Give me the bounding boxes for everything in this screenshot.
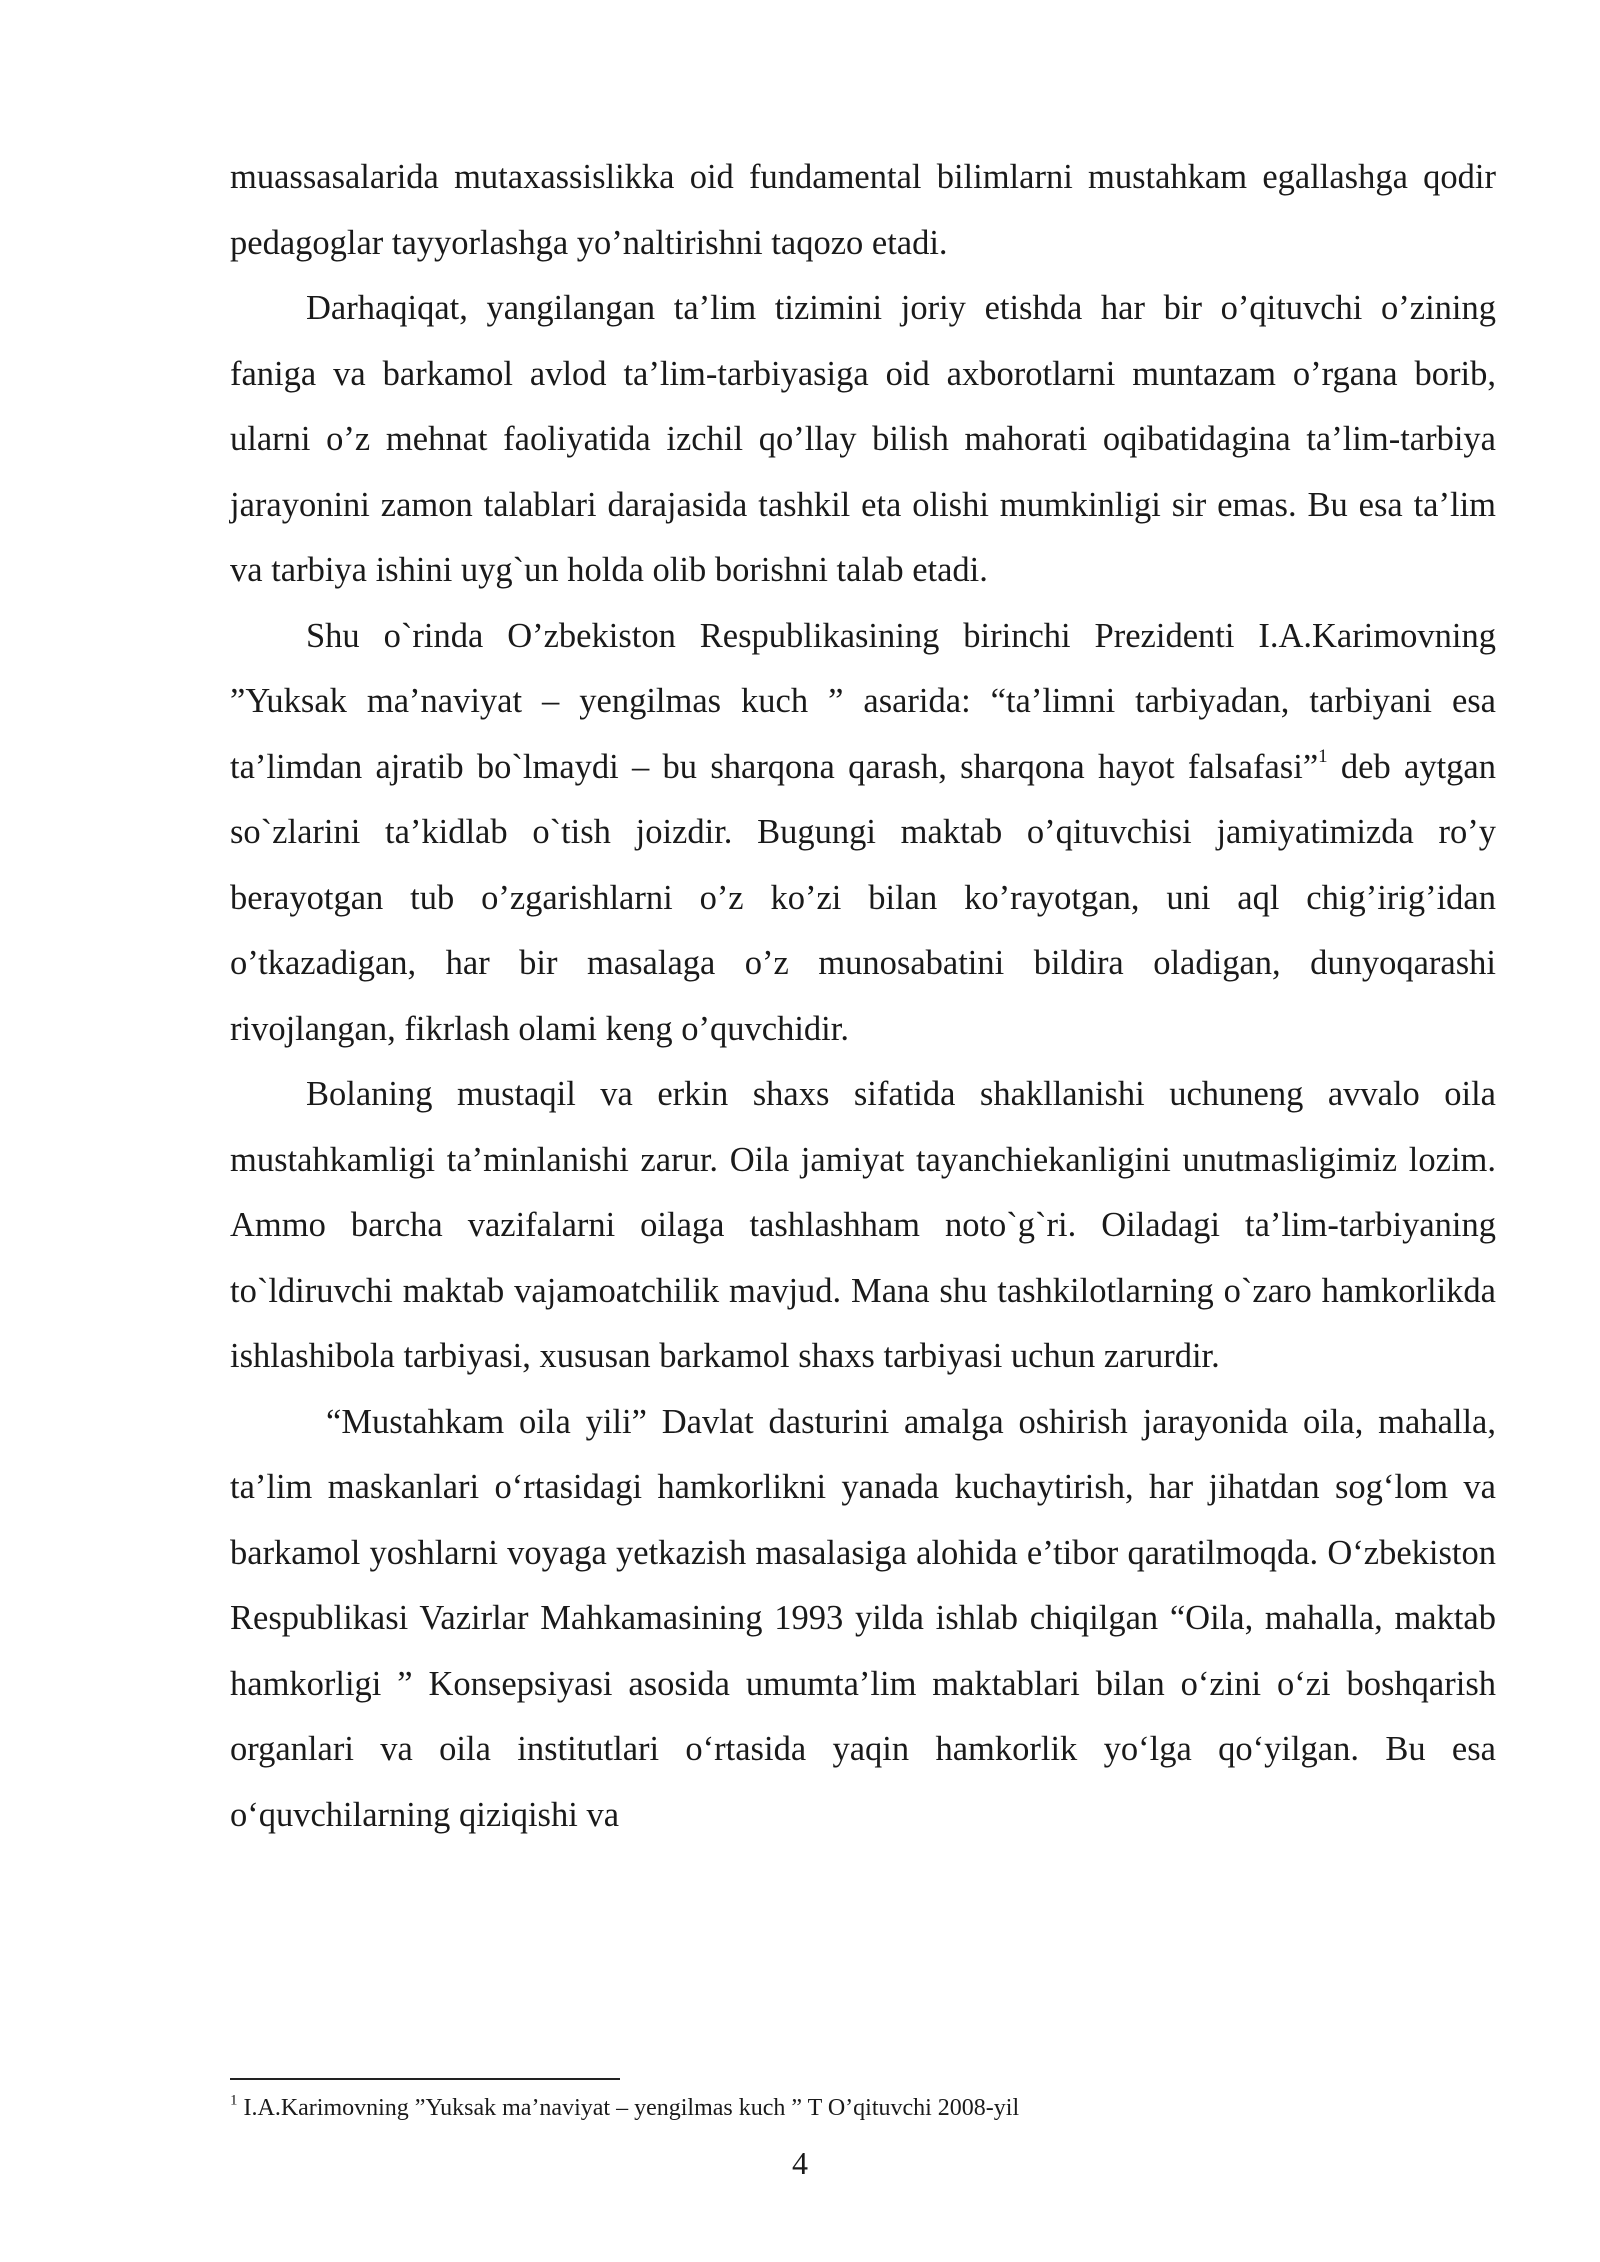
paragraph-karimov-quote bbox=[230, 604, 1496, 1063]
footnote-text: I.A.Karimovning ”Yuksak ma’naviyat – yengilmas kuch ” T O’qituvchi 2008-yil bbox=[237, 2095, 1020, 2121]
footnote-marker: 1 bbox=[230, 2092, 238, 2109]
paragraph-bolaning: Bolaning mustaqil va erkin shaxs sifatida shakllanishi uchuneng avvalo oila mustahkamligi ta’minlanishi zarur. Oila jamiyat tayanchiekanligini unutmasligimiz lozim. Ammo barcha vazifalarni oilaga tashlashham noto`g`ri. Oiladagi ta’lim-tarbiyaning to`ldiruvchi maktab vajamoatchilik mavjud. Mana shu tashkilotlarning o`zaro hamkorlikda ishlashibola tarbiyasi, xususan barkamol shaxs tarbiyasi uchun zarurdir. bbox=[230, 1075, 1496, 1375]
quote-text-start: Shu o`rinda O’zbekiston Respublikasining birinchi Prezidenti I.A.Karimovning ”Yuksak ma’naviyat – yengilmas kuch ” asarida: “ta’limni tarbiyadan, tarbiyani esa ta’limdan ajratib bo`lmaydi – bu sharqona qarash, sharqona hayot falsafasi” bbox=[230, 616, 1496, 786]
paragraph-darhaqiqat: Darhaqiqat, yangilangan ta’lim tizimini joriy etishda har bir o’qituvchi o’zining faniga va barkamol avlod ta’lim-tarbiyasiga oid axborotlarni muntazam o’rgana borib, ularni o’z mehnat faoliyatida izchil qo’llay bilish mahorati oqibatidagina ta’lim-tarbiya jarayonini zamon talablari darajasida tashkil eta olishi mumkinligi sir emas. Bu esa ta’lim va tarbiya ishini uyg`un holda olib borishni talab etadi. bbox=[230, 289, 1496, 589]
paragraph-mustahkam-oila: “Mustahkam oila yili” Davlat dasturini amalga oshirish jarayonida oila, mahalla, ta’lim maskanlari o‘rtasidagi hamkorlikni yanada kuchaytirish, har jihatdan sog‘lom va barkamol yoshlarni voyaga yetkazish masalasiga alohida e’tibor qaratilmoqda. O‘zbekiston Respublikasi Vazirlar Mahkamasining 1993 yilda ishlab chiqilgan “Oila, mahalla, maktab hamkorligi ” Konsepsiyasi asosida umumta’lim maktablari bilan o‘zini o‘zi boshqarish organlari va oila institutlari o‘rtasida yaqin hamkorlik yo‘lga qo‘yilgan. Bu esa o‘quvchilarning qiziqishi va bbox=[230, 1402, 1496, 1834]
page-number: 4 bbox=[792, 2145, 808, 2181]
paragraph-continuation: muassasalarida mutaxassislikka oid fundamental bilimlarni mustahkam egallashga qodir pedagoglar tayyorlashga yo’naltirishni taqozo etadi. bbox=[230, 158, 1496, 262]
quote-text-end: deb aytgan so`zlarini ta’kidlab o`tish joizdir. Bugungi maktab o’qituvchisi jamiyatimizda ro’y berayotgan tub o’zgarishlarni o’z ko’zi bilan ko’rayotgan, uni aql chig’irig’idan o’tkazadigan, har bir masalaga o’z munosabatini bildira oladigan, dunyoqarashi rivojlangan, fikrlash olami keng o’quvchidir. bbox=[230, 747, 1496, 1048]
footnote-reference[interactable]: 1 bbox=[1318, 745, 1328, 767]
body-text bbox=[230, 145, 1496, 1848]
footnote bbox=[230, 2092, 1496, 2124]
footnote-separator bbox=[230, 2078, 620, 2080]
